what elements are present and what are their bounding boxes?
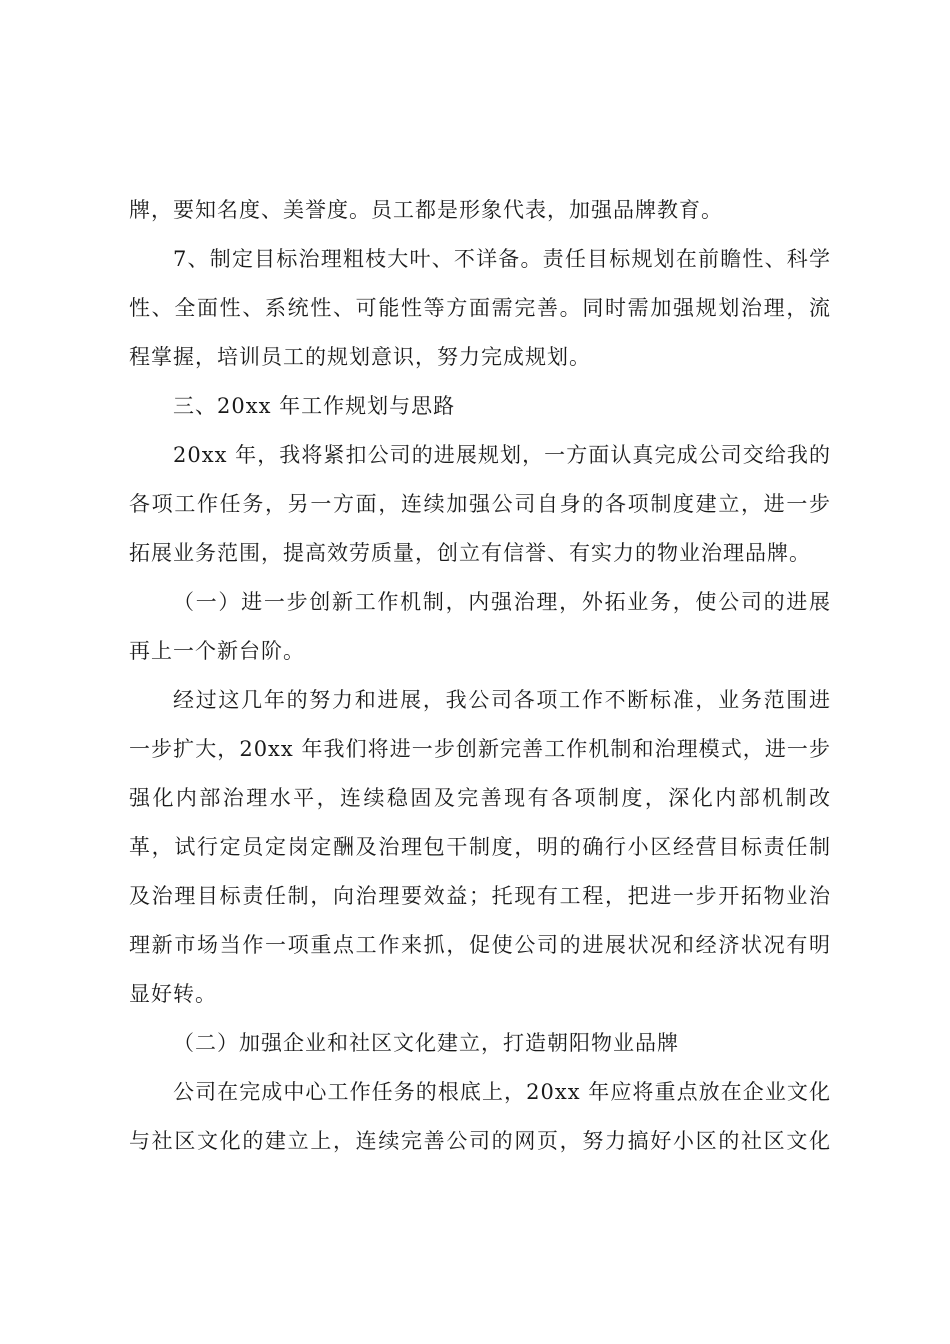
paragraph-line: 一步扩大，20xx 年我们将进一步创新完善工作机制和治理模式，进一步 xyxy=(129,737,831,761)
paragraph-line: 程掌握，培训员工的规划意识，努力完成规划。 xyxy=(129,345,591,369)
paragraph xyxy=(129,186,831,235)
paragraph-line: 强化内部治理水平，连续稳固及完善现有各项制度，深化内部机制改 xyxy=(129,786,831,810)
paragraph-line: （二）加强企业和社区文化建立，打造朝阳物业品牌 xyxy=(173,1031,679,1055)
paragraph xyxy=(129,1019,831,1068)
paragraph-line: 牌，要知名度、美誉度。员工都是形象代表，加强品牌教育。 xyxy=(129,198,723,222)
paragraph-line: （一）进一步创新工作机制，内强治理，外拓业务，使公司的进展 xyxy=(173,590,831,614)
paragraph-line: 7、制定目标治理粗枝大叶、不详备。责任目标规划在前瞻性、科学 xyxy=(173,247,831,271)
paragraph-line: 各项工作任务，另一方面，连续加强公司自身的各项制度建立，进一步 xyxy=(129,492,831,516)
paragraph xyxy=(129,382,831,431)
paragraph xyxy=(129,235,831,382)
document-body xyxy=(129,186,831,1166)
paragraph-line: 与社区文化的建立上，连续完善公司的网页，努力搞好小区的社区文化 xyxy=(129,1129,831,1153)
paragraph xyxy=(129,1068,831,1166)
paragraph-line: 三、20xx 年工作规划与思路 xyxy=(173,394,456,418)
paragraph-line: 再上一个新台阶。 xyxy=(129,639,305,663)
paragraph-line: 经过这几年的努力和进展，我公司各项工作不断标准，业务范围进 xyxy=(173,688,831,712)
paragraph xyxy=(129,431,831,578)
paragraph-line: 公司在完成中心工作任务的根底上，20xx 年应将重点放在企业文化 xyxy=(173,1080,831,1104)
paragraph-line: 及治理目标责任制，向治理要效益；托现有工程，把进一步开拓物业治 xyxy=(129,884,831,908)
paragraph-line: 理新市场当作一项重点工作来抓，促使公司的进展状况和经济状况有明 xyxy=(129,933,831,957)
paragraph-line: 显好转。 xyxy=(129,982,217,1006)
paragraph xyxy=(129,578,831,676)
paragraph xyxy=(129,676,831,1019)
paragraph-line: 拓展业务范围，提高效劳质量，创立有信誉、有实力的物业治理品牌。 xyxy=(129,541,811,565)
paragraph-line: 性、全面性、系统性、可能性等方面需完善。同时需加强规划治理，流 xyxy=(129,296,831,320)
paragraph-line: 20xx 年，我将紧扣公司的进展规划，一方面认真完成公司交给我的 xyxy=(173,443,831,467)
paragraph-line: 革，试行定员定岗定酬及治理包干制度，明的确行小区经营目标责任制 xyxy=(129,835,831,859)
